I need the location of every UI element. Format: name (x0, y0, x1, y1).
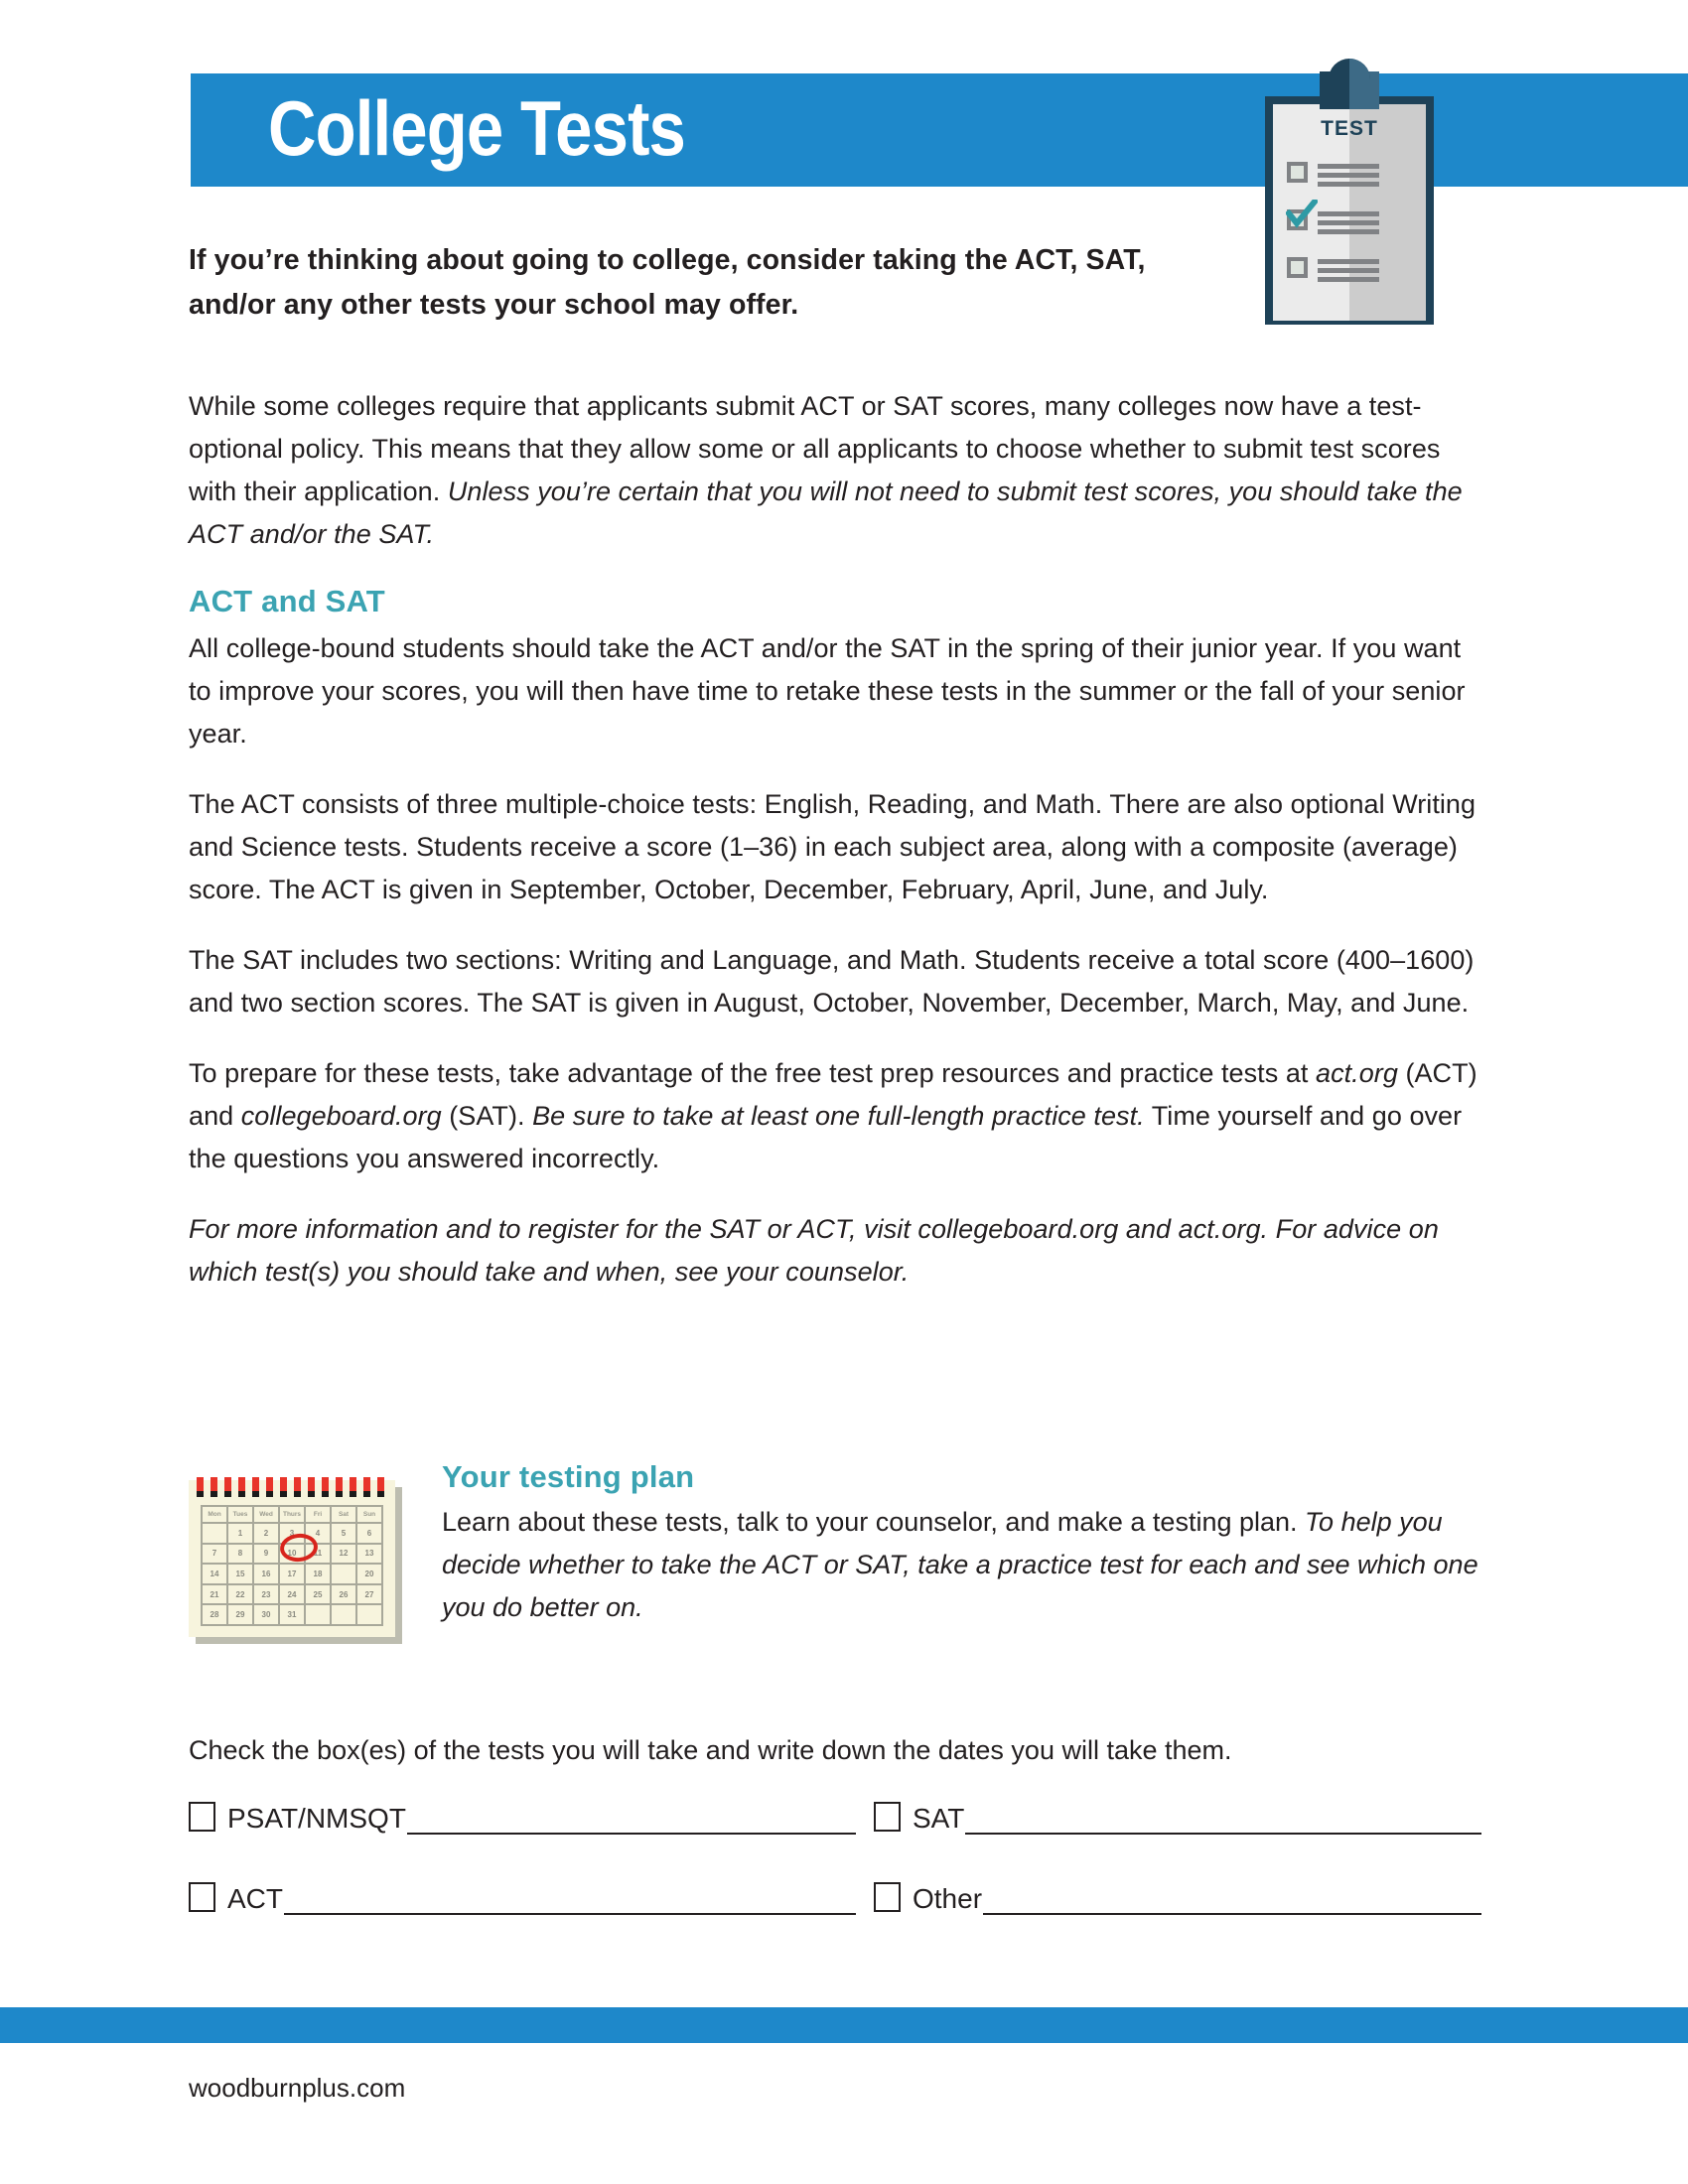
form-instruction: Check the box(es) of the tests you will take and write down the dates you will take them. (189, 1735, 1232, 1765)
calendar-day-cell (332, 1605, 357, 1626)
paragraph-test-optional (189, 385, 1489, 556)
calendar-day-cell: 24 (280, 1585, 306, 1606)
clipboard-clip-dome (1329, 59, 1370, 100)
prep-link-collegeboard-org: collegeboard.org (240, 1101, 442, 1131)
calendar-day-cell: 13 (357, 1545, 383, 1566)
calendar-spiral-ring-base (363, 1491, 370, 1497)
clipboard-checkbox-unchecked-icon (1287, 162, 1308, 183)
label-sat: SAT (913, 1803, 965, 1834)
calendar-day-cell: 18 (306, 1565, 332, 1585)
calendar-day-cell: 14 (203, 1565, 228, 1585)
calendar-spiral-ring-base (224, 1491, 231, 1497)
calendar-spiral-binding (197, 1477, 391, 1499)
calendar-day-cell: 26 (332, 1585, 357, 1606)
calendar-spiral-ring-base (350, 1491, 356, 1497)
calendar-spiral-ring-base (238, 1491, 245, 1497)
calendar-day-cell: 4 (306, 1524, 332, 1545)
form-field-sat[interactable] (874, 1802, 1499, 1835)
calendar-spiral-ring-base (336, 1491, 343, 1497)
calendar-day-header: Sat (332, 1507, 357, 1524)
calendar-spiral-ring-base (252, 1491, 259, 1497)
testing-plan-text (442, 1459, 1504, 1629)
calendar-day-cell: 17 (280, 1565, 306, 1585)
calendar-spiral-ring-base (211, 1491, 217, 1497)
footer-bar (0, 2007, 1688, 2043)
prep-text-c: (SAT). (441, 1101, 533, 1131)
calendar-icon (189, 1477, 402, 1644)
calendar-day-header: Fri (306, 1507, 332, 1524)
testing-plan-heading: Your testing plan (442, 1459, 695, 1494)
calendar-day-header: Thurs (280, 1507, 306, 1524)
checkbox-other[interactable] (874, 1882, 901, 1912)
calendar-day-cell (306, 1605, 332, 1626)
checkmark-icon (1286, 200, 1318, 229)
paragraph-more-information: For more information and to register for the SAT or ACT, visit collegeboard.org and act.org. For advice on which test(s) you should take and when, see your counselor. (189, 1214, 1439, 1287)
paragraph-sat-details: The SAT includes two sections: Writing and Language, and Math. Students receive a total score (400–1600) and two section scores. The SAT is given in August, October, November, December, March, May, and June. (189, 945, 1475, 1018)
clipboard-board (1265, 96, 1434, 325)
section-heading-act-sat: ACT and SAT (189, 584, 385, 618)
calendar-day-cell: 31 (280, 1605, 306, 1626)
paragraph-when-to-take: All college-bound students should take the ACT and/or the SAT in the spring of their junior year. If you want to improve your scores, you will then have time to retake these tests in the summer or the fall of your senior year. (189, 633, 1466, 749)
clipboard-item-row (1273, 162, 1426, 204)
calendar-day-cell: 3 (280, 1524, 306, 1545)
clipboard-checkbox-unchecked-icon (1287, 257, 1308, 278)
calendar-spiral-ring-base (322, 1491, 329, 1497)
calendar-spiral-ring-base (197, 1491, 204, 1497)
checkbox-psat[interactable] (189, 1802, 215, 1832)
calendar-day-cell (203, 1524, 228, 1545)
testing-checklist-form (189, 1802, 1499, 1963)
label-psat: PSAT/NMSQT (227, 1803, 406, 1834)
form-row (189, 1882, 1499, 1915)
paragraph-test-prep (189, 1052, 1489, 1180)
calendar-spiral-ring-base (280, 1491, 287, 1497)
label-other: Other (913, 1883, 983, 1914)
prep-text-d: Time yourself and go over the questions you answered incorrectly. (189, 1101, 1463, 1173)
paragraph-emphasis: Unless you’re certain that you will not need to submit test scores, you should take the ACT and/or the SAT. (189, 477, 1463, 549)
calendar-day-cell (357, 1605, 383, 1626)
calendar-day-cell: 23 (254, 1585, 280, 1606)
calendar-spiral-ring-base (308, 1491, 315, 1497)
page-title: College Tests (268, 84, 686, 172)
date-input-other[interactable] (983, 1887, 1481, 1915)
clipboard-test-label: TEST (1321, 117, 1378, 140)
plan-text-italic: To help you decide whether to take the ACT or SAT, take a practice test for each and see which one you do better on. (442, 1507, 1478, 1622)
calendar-day-cell: 22 (228, 1585, 254, 1606)
calendar-day-cell: 6 (357, 1524, 383, 1545)
calendar-day-cell: 11 (306, 1545, 332, 1566)
clipboard-item-row (1273, 257, 1426, 299)
paragraph-text: While some colleges require that applicants submit ACT or SAT scores, many colleges now have a test-optional policy. This means that they allow some or all applicants to choose whether to submit test scores with their application. (189, 391, 1441, 506)
calendar-day-cell: 15 (228, 1565, 254, 1585)
clipboard-test-icon (1265, 71, 1434, 325)
calendar-day-cell: 30 (254, 1605, 280, 1626)
calendar-day-header: Wed (254, 1507, 280, 1524)
prep-text-b: (ACT) and (189, 1058, 1477, 1131)
clipboard-item-row (1273, 209, 1426, 251)
label-act: ACT (227, 1883, 283, 1914)
calendar-spiral-ring-base (294, 1491, 301, 1497)
calendar-grid (201, 1505, 383, 1626)
plan-text-plain: Learn about these tests, talk to your counselor, and make a testing plan. (442, 1507, 1306, 1537)
calendar-day-cell (332, 1565, 357, 1585)
form-field-other[interactable] (874, 1882, 1499, 1915)
calendar-spiral-ring-base (377, 1491, 384, 1497)
checkbox-sat[interactable] (874, 1802, 901, 1832)
calendar-day-cell: 2 (254, 1524, 280, 1545)
calendar-day-header: Sun (357, 1507, 383, 1524)
calendar-day-cell: 21 (203, 1585, 228, 1606)
checkbox-act[interactable] (189, 1882, 215, 1912)
prep-link-act-org: act.org (1316, 1058, 1398, 1088)
form-field-act[interactable] (189, 1882, 874, 1915)
calendar-day-cell: 7 (203, 1545, 228, 1566)
calendar-day-cell: 10 (280, 1545, 306, 1566)
calendar-day-cell: 28 (203, 1605, 228, 1626)
calendar-day-header: Mon (203, 1507, 228, 1524)
prep-text-a: To prepare for these tests, take advantage of the free test prep resources and practice tests at (189, 1058, 1316, 1088)
calendar-day-cell: 29 (228, 1605, 254, 1626)
calendar-day-cell: 9 (254, 1545, 280, 1566)
testing-plan-body (442, 1501, 1504, 1629)
prep-emphasis: Be sure to take at least one full-length practice test. (532, 1101, 1145, 1131)
article-body (189, 385, 1489, 1321)
date-input-act[interactable] (284, 1887, 856, 1915)
calendar-day-cell: 8 (228, 1545, 254, 1566)
calendar-day-cell: 5 (332, 1524, 357, 1545)
date-input-psat[interactable] (407, 1807, 856, 1835)
calendar-day-cell: 20 (357, 1565, 383, 1585)
calendar-day-cell: 25 (306, 1585, 332, 1606)
calendar-day-cell: 1 (228, 1524, 254, 1545)
clipboard-paper (1273, 104, 1426, 321)
intro-statement: If you’re thinking about going to college, consider taking the ACT, SAT, and/or any other tests your school may offer. (189, 244, 1146, 321)
form-row (189, 1802, 1499, 1835)
footer-url: woodburnplus.com (189, 2073, 406, 2103)
calendar-day-cell: 12 (332, 1545, 357, 1566)
calendar-spiral-ring-base (266, 1491, 273, 1497)
calendar-day-cell: 27 (357, 1585, 383, 1606)
calendar-day-header: Tues (228, 1507, 254, 1524)
form-field-psat[interactable] (189, 1802, 874, 1835)
date-input-sat[interactable] (965, 1807, 1481, 1835)
calendar-day-cell: 16 (254, 1565, 280, 1585)
paragraph-act-details: The ACT consists of three multiple-choice tests: English, Reading, and Math. There are also optional Writing and Science tests. Students receive a score (1–36) in each subject area, along with a composite (average) score. The ACT is given in September, October, December, February, April, June, and July. (189, 789, 1477, 904)
